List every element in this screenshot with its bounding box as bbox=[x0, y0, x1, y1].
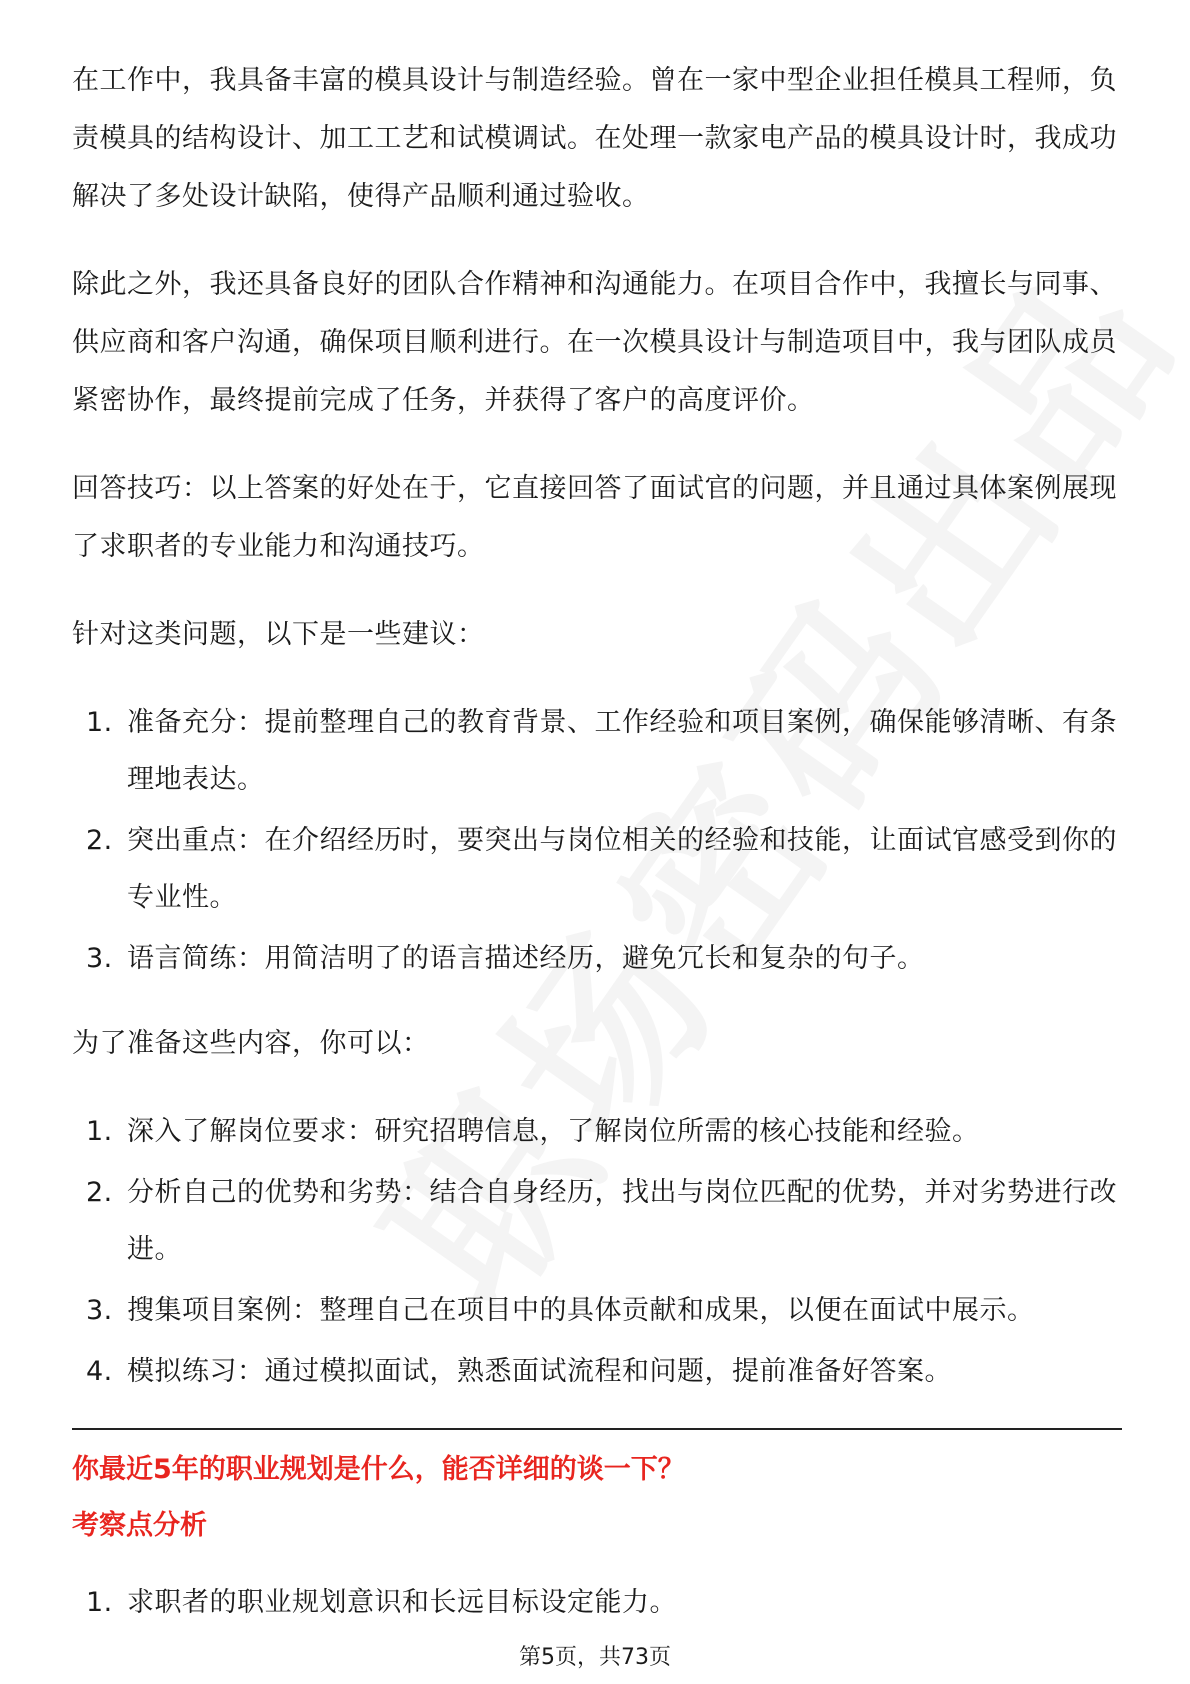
list-text: 模拟练习：通过模拟面试，熟悉面试流程和问题，提前准备好答案。 bbox=[127, 1356, 952, 1387]
list-item bbox=[72, 1282, 1122, 1339]
list-text: 语言简练：用简洁明了的语言描述经历，避免冗长和复杂的句子。 bbox=[127, 943, 925, 974]
list-item bbox=[72, 1164, 1122, 1278]
paragraph-experience: 在工作中，我具备丰富的模具设计与制造经验。曾在一家中型企业担任模具工程师，负责模具的结构设计、加工工艺和试模调试。在处理一款家电产品的模具设计时，我成功解决了多处设计缺陷，使得产品顺利通过验收。 bbox=[72, 65, 1117, 212]
question-title: 你最近5年的职业规划是什么，能否详细的谈一下？ bbox=[72, 1454, 685, 1485]
list-number: 3. bbox=[86, 1295, 113, 1326]
paragraph-teamwork: 除此之外，我还具备良好的团队合作精神和沟通能力。在项目合作中，我擅长与同事、供应商和客户沟通，确保项目顺利进行。在一次模具设计与制造项目中，我与团队成员紧密协作，最终提前完成了任务，并获得了客户的高度评价。 bbox=[72, 269, 1117, 416]
suggestions-list bbox=[72, 694, 1122, 987]
list-number: 3. bbox=[86, 943, 113, 974]
list-number: 1. bbox=[86, 1116, 113, 1147]
prep-list bbox=[72, 1103, 1122, 1400]
section-divider bbox=[72, 1428, 1122, 1430]
page-footer: 第5页，共73页 bbox=[519, 1645, 671, 1670]
list-text: 突出重点：在介绍经历时，要突出与岗位相关的经验和技能，让面试官感受到你的专业性。 bbox=[127, 825, 1117, 913]
list-item bbox=[72, 1343, 1122, 1400]
list-text: 搜集项目案例：整理自己在项目中的具体贡献和成果，以便在面试中展示。 bbox=[127, 1295, 1035, 1326]
analysis-list bbox=[72, 1574, 1122, 1631]
paragraph-tips: 回答技巧：以上答案的好处在于，它直接回答了面试官的问题，并且通过具体案例展现了求职者的专业能力和沟通技巧。 bbox=[72, 473, 1117, 562]
paragraph-prep-intro: 为了准备这些内容，你可以： bbox=[72, 1028, 430, 1059]
list-number: 1. bbox=[86, 1587, 113, 1618]
list-number: 4. bbox=[86, 1356, 113, 1387]
list-text: 求职者的职业规划意识和长远目标设定能力。 bbox=[127, 1587, 677, 1618]
list-item bbox=[72, 1103, 1122, 1160]
list-number: 2. bbox=[86, 1177, 113, 1208]
list-item bbox=[72, 694, 1122, 808]
list-number: 1. bbox=[86, 707, 113, 738]
document-content bbox=[72, 52, 1122, 1659]
paragraph-suggestions-intro: 针对这类问题，以下是一些建议： bbox=[72, 619, 485, 650]
list-item bbox=[72, 1574, 1122, 1631]
analysis-heading: 考察点分析 bbox=[72, 1510, 207, 1541]
list-number: 2. bbox=[86, 825, 113, 856]
list-text: 深入了解岗位要求：研究招聘信息，了解岗位所需的核心技能和经验。 bbox=[127, 1116, 980, 1147]
list-item bbox=[72, 930, 1122, 987]
list-item bbox=[72, 812, 1122, 926]
list-text: 分析自己的优势和劣势：结合自身经历，找出与岗位匹配的优势，并对劣势进行改进。 bbox=[127, 1177, 1117, 1265]
list-text: 准备充分：提前整理自己的教育背景、工作经验和项目案例，确保能够清晰、有条理地表达。 bbox=[127, 707, 1117, 795]
